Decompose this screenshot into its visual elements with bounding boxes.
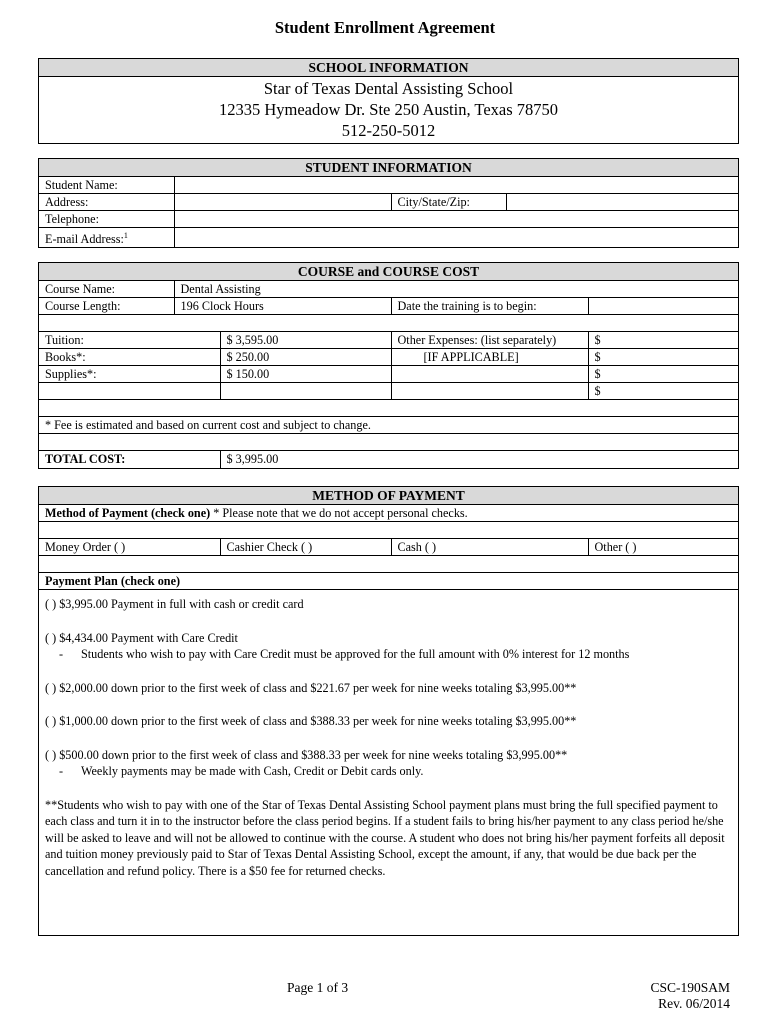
other-option[interactable]: Other ( ) [588,539,738,556]
school-phone: 512-250-5012 [341,121,436,140]
other-expense-desc-4[interactable] [391,383,588,400]
other-expense-desc-3[interactable] [391,366,588,383]
course-length-value: 196 Clock Hours [174,298,391,315]
total-cost-value: $ 3,995.00 [220,451,738,468]
plan-500-down[interactable]: ( ) $500.00 down prior to the first week of class and $388.33 per week for nine weeks totaling $3,995.00** - Weekly payments may be made with Cash, Credit or Debit cards only. [45,747,568,778]
page-number: Page 1 of 3 [287,980,349,995]
total-cost-label: TOTAL COST: [39,451,220,468]
plan-care-credit[interactable]: ( ) $4,434.00 Payment with Care Credit - Students who wish to pay with Care Credit must be approved for the full amount with 0% interest for 12 months [45,630,630,661]
spacer-row [39,556,738,573]
city-state-zip-field[interactable] [506,194,738,211]
cashier-check-option[interactable]: Cashier Check ( ) [220,539,391,556]
course-cost-section [38,262,739,469]
course-length-label: Course Length: [39,298,174,315]
weekly-payment-note: Weekly payments may be made with Cash, Credit or Debit cards only. [81,764,424,778]
spacer-row [39,315,738,332]
books-value: $ 250.00 [220,349,391,366]
spacer-row [39,434,738,451]
other-expense-4[interactable]: $ [588,383,738,400]
telephone-field[interactable] [174,211,738,228]
blank-value [220,383,391,400]
email-field[interactable] [174,228,738,248]
payment-plan-label: Payment Plan (check one) [39,573,738,590]
footnote-marker: 1 [123,231,128,240]
student-name-label: Student Name: [39,177,174,194]
tuition-label: Tuition: [39,332,220,349]
student-information-header: STUDENT INFORMATION [39,159,738,177]
spacer-row [39,400,738,417]
other-expenses-label: Other Expenses: (list separately) [391,332,588,349]
other-expense-1[interactable]: $ [588,332,738,349]
fee-note: * Fee is estimated and based on current cost and subject to change. [39,417,738,434]
payment-method-section [38,486,739,936]
plan-2000-down[interactable]: ( ) $2,000.00 down prior to the first week of class and $221.67 per week for nine weeks totaling $3,995.00** [45,680,577,695]
address-field[interactable] [174,194,391,211]
form-revision: Rev. 06/2014 [658,996,730,1011]
other-expense-3[interactable]: $ [588,366,738,383]
school-information-section [38,58,739,144]
document-title: Student Enrollment Agreement [274,18,496,37]
plan-1000-down[interactable]: ( ) $1,000.00 down prior to the first week of class and $388.33 per week for nine weeks totaling $3,995.00** [45,714,577,728]
begin-date-label: Date the training is to begin: [391,298,588,315]
course-name-value: Dental Assisting [174,281,738,298]
begin-date-field[interactable] [588,298,738,315]
form-id: CSC-190SAM [650,980,730,995]
money-order-option[interactable]: Money Order ( ) [39,539,220,556]
course-name-label: Course Name: [39,281,174,298]
student-information-section [38,158,739,248]
care-credit-note: Students who wish to pay with Care Credit must be approved for the full amount with 0% interest for 12 months [81,647,630,661]
tuition-value: $ 3,595.00 [220,332,391,349]
form-code [650,980,730,1012]
city-state-zip-label: City/State/Zip: [391,194,506,211]
if-applicable-note: [IF APPLICABLE] [391,349,588,366]
payment-plan-options [39,590,738,935]
school-details [39,77,738,144]
payment-method-instructions: Method of Payment (check one) * Please note that we do not accept personal checks. [39,505,738,522]
telephone-label: Telephone: [39,211,174,228]
address-label: Address: [39,194,174,211]
books-label: Books*: [39,349,220,366]
other-expense-2[interactable]: $ [588,349,738,366]
plan-full-payment[interactable]: ( ) $3,995.00 Payment in full with cash or credit card [45,597,304,611]
payment-policy-text: **Students who wish to pay with one of the Star of Texas Dental Assisting School payment plans must bring the full specified payment to each class and turn it in to the instructor before the class period begins. If a student fails to bring his/her payment to any class period he/she will be asked to leave and will not be allowed to continue with the course. A student who does not bring his/her payment forfeits all deposit and tuition money previously paid to Star of Texas Dental Assisting School, except the amount, if any, that would be due back per the cancellation and refund policy. There is a $50 fee for returned checks. [45,797,725,878]
student-name-field[interactable] [174,177,738,194]
payment-method-header: METHOD OF PAYMENT [39,487,738,505]
supplies-value: $ 150.00 [220,366,391,383]
cash-option[interactable]: Cash ( ) [391,539,588,556]
email-label: E-mail Address:$^1$ [39,228,174,248]
supplies-label: Supplies*: [39,366,220,383]
school-name: Star of Texas Dental Assisting School [263,79,514,98]
course-cost-header: COURSE and COURSE COST [39,263,738,281]
school-address: 12335 Hymeadow Dr. Ste 250 Austin, Texas 78750 [218,100,559,119]
blank-label [39,383,220,400]
school-information-header: SCHOOL INFORMATION [39,59,738,77]
spacer-row [39,522,738,539]
